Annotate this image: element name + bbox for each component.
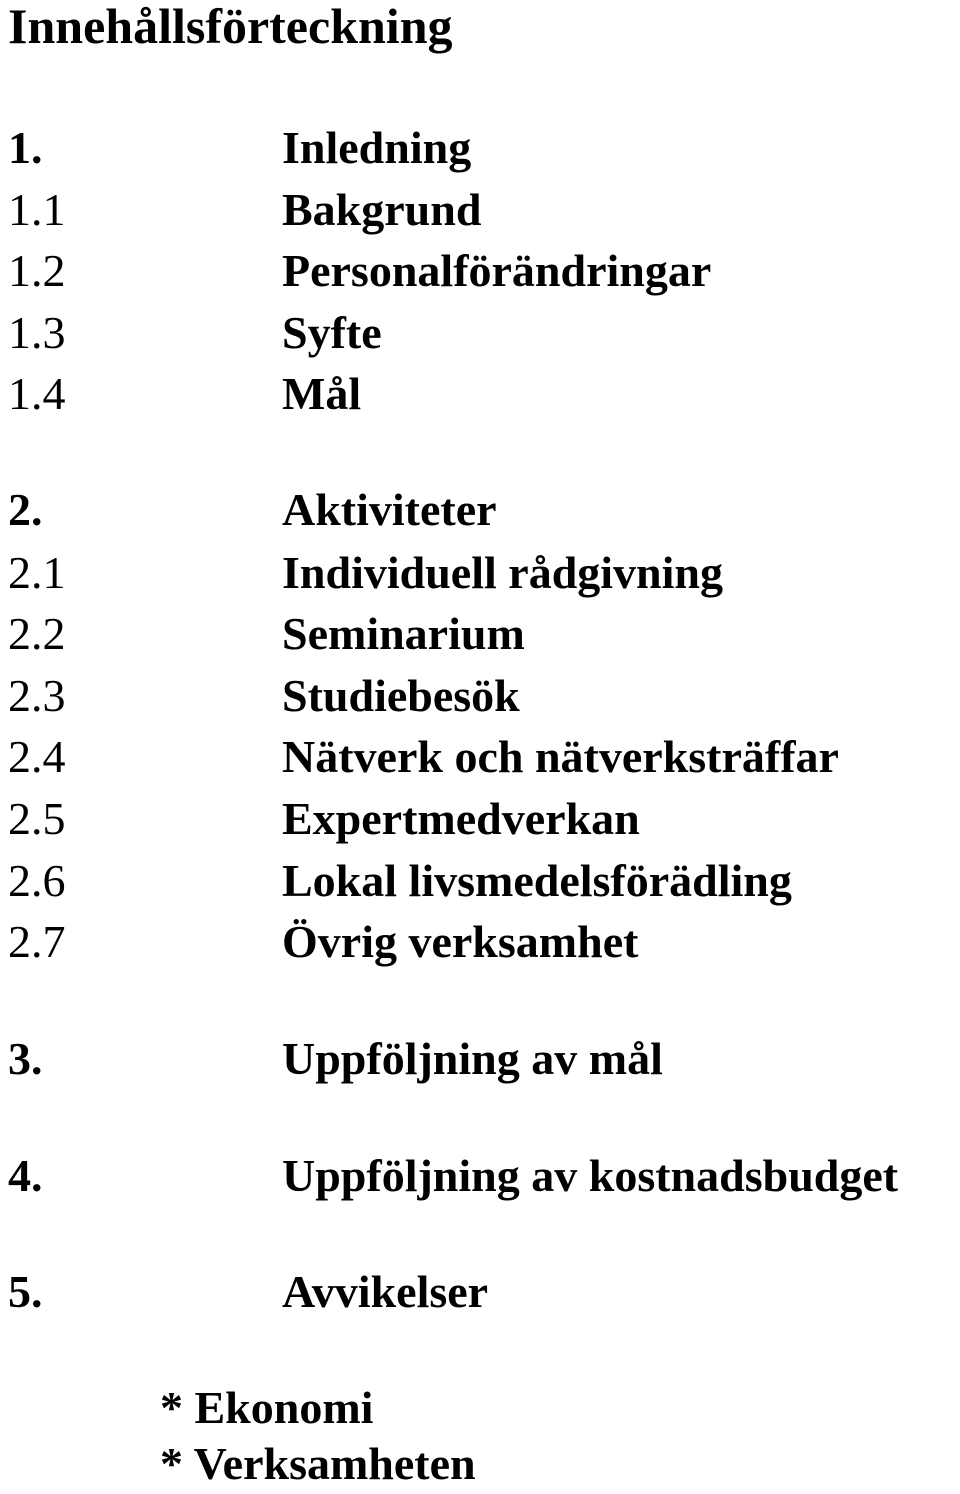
toc-number: 2.1 [8, 547, 66, 598]
toc-entry-1-3 [0, 303, 960, 363]
toc-entry-5 [0, 1262, 960, 1322]
toc-label: Aktiviteter [282, 484, 497, 535]
toc-number: 1.2 [8, 245, 66, 296]
toc-number: 1.4 [8, 368, 66, 419]
toc-number: 5. [8, 1266, 43, 1317]
toc-number: 2.6 [8, 855, 66, 906]
toc-entry-2-6 [0, 851, 960, 911]
toc-entry-1-1 [0, 180, 960, 240]
toc-entry-2-5 [0, 789, 960, 849]
toc-entry-2-3 [0, 666, 960, 726]
toc-entry-1-4 [0, 364, 960, 424]
toc-label: Nätverk och nätverksträffar [282, 731, 839, 782]
toc-label: Personalförändringar [282, 245, 712, 296]
toc-number: 3. [8, 1033, 43, 1084]
toc-label: Avvikelser [282, 1266, 489, 1317]
toc-label: Övrig verksamhet [282, 916, 639, 967]
toc-label: Studiebesök [282, 670, 520, 721]
toc-entry-4 [0, 1146, 960, 1206]
toc-number: 2.3 [8, 670, 66, 721]
toc-label: Expertmedverkan [282, 793, 640, 844]
toc-entry-2-2 [0, 604, 960, 664]
toc-label: Individuell rådgivning [282, 547, 723, 598]
sub-item-verksamheten: * Verksamheten [160, 1438, 476, 1489]
toc-number: 1. [8, 122, 43, 173]
toc-label: Uppföljning av kostnadsbudget [282, 1150, 899, 1201]
toc-number: 2.5 [8, 793, 66, 844]
toc-number: 1.1 [8, 184, 66, 235]
toc-label: Mål [282, 368, 362, 419]
toc-label: Seminarium [282, 608, 525, 659]
toc-number: 1.3 [8, 307, 66, 358]
toc-number: 4. [8, 1150, 43, 1201]
toc-label: Uppföljning av mål [282, 1033, 663, 1084]
toc-entry-2-1 [0, 543, 960, 603]
toc-entry-1-2 [0, 241, 960, 301]
toc-label: Syfte [282, 307, 382, 358]
toc-label: Bakgrund [282, 184, 482, 235]
toc-entry-3 [0, 1029, 960, 1089]
toc-number: 2.7 [8, 916, 66, 967]
toc-number: 2. [8, 484, 43, 535]
toc-entry-2 [0, 480, 960, 540]
toc-number: 2.2 [8, 608, 66, 659]
toc-entry-2-4 [0, 727, 960, 787]
toc-label: Inledning [282, 122, 472, 173]
toc-number: 2.4 [8, 731, 66, 782]
toc-entry-2-7 [0, 912, 960, 972]
sub-item-ekonomi: * Ekonomi [160, 1382, 374, 1433]
toc-label: Lokal livsmedelsförädling [282, 855, 792, 906]
toc-entry-1 [0, 118, 960, 178]
page-title: Innehållsförteckning [8, 0, 453, 54]
